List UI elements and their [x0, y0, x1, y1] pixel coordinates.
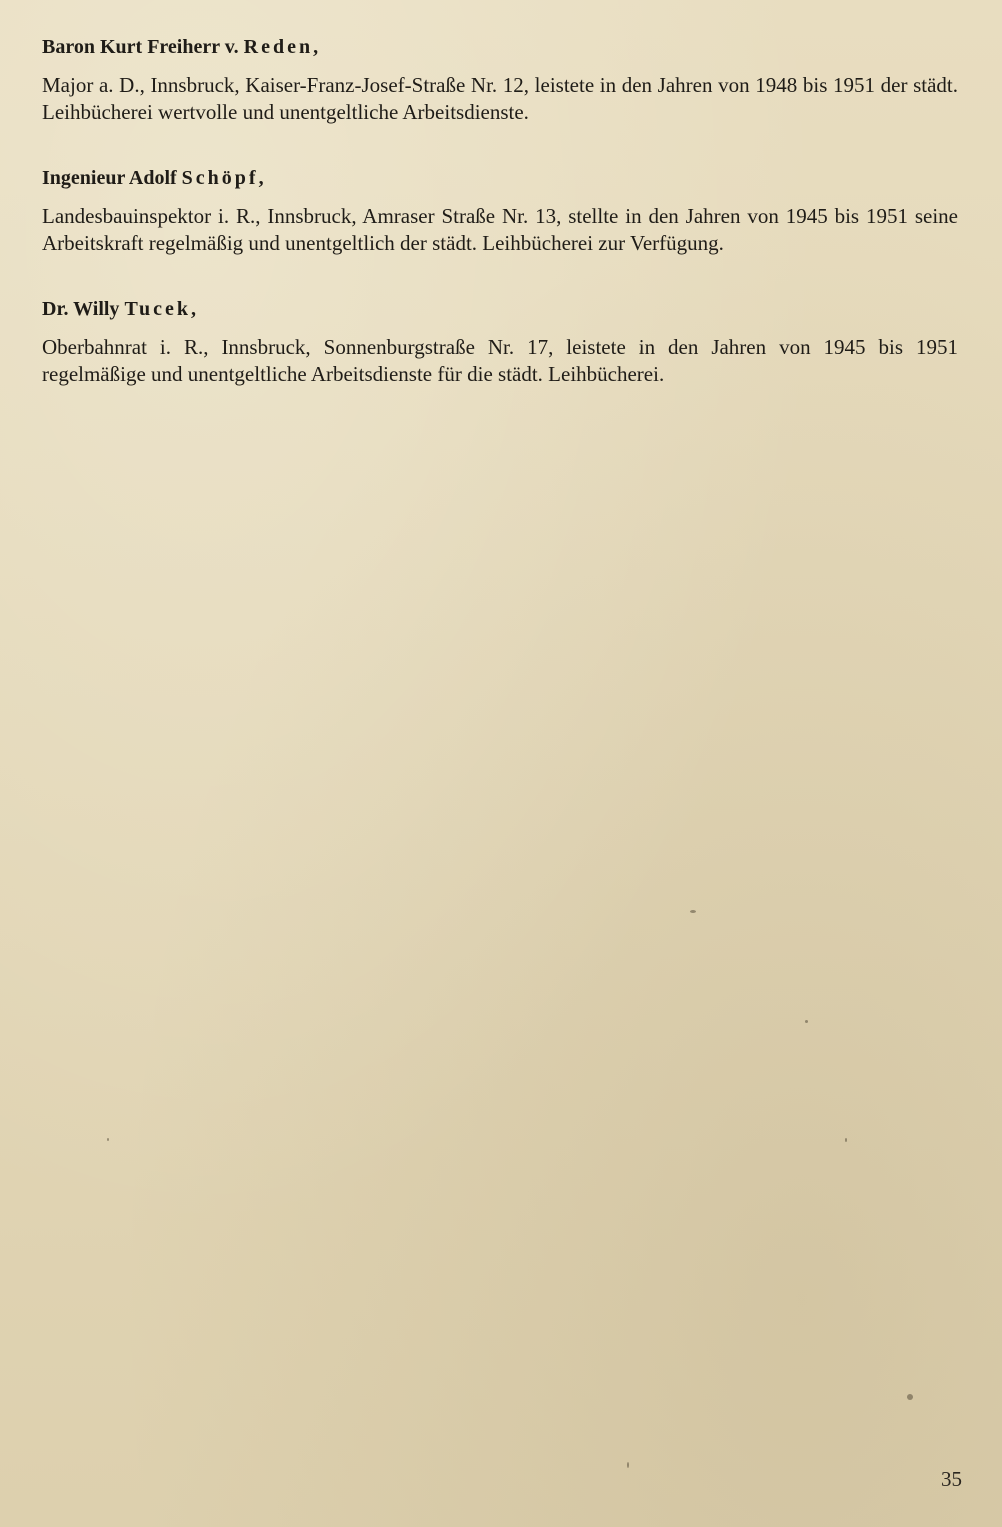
honoree-entry-tucek [42, 296, 958, 387]
name-prefix: Dr. Willy [42, 298, 120, 320]
paper-speck [107, 1138, 109, 1141]
honoree-name [42, 165, 958, 191]
name-prefix: Ingenieur Adolf [42, 167, 177, 189]
name-surname: Schöpf [181, 167, 259, 189]
honoree-name [42, 34, 958, 60]
honoree-description: Oberbahnrat i. R., Innsbruck, Sonnenburgstraße Nr. 17, leistete in den Jahren von 1945 bis 1951 regelmäßige und unentgeltliche Arbeitsdienste für die städt. Leihbücherei. [42, 335, 958, 386]
paper-speck [640, 350, 642, 354]
paper-speck [845, 1138, 847, 1142]
name-prefix: Baron Kurt Freiherr v. [42, 36, 239, 58]
honoree-description: Major a. D., Innsbruck, Kaiser-Franz-Josef-Straße Nr. 12, leistete in den Jahren von 1948 bis 1951 der städt. Leihbücherei wertvolle und unentgeltliche Arbeitsdienste. [42, 73, 958, 124]
name-surname: Reden [243, 36, 314, 58]
honoree-entry-reden [42, 34, 958, 125]
document-page [42, 34, 958, 427]
name-suffix: , [258, 167, 264, 189]
honoree-entry-schoepf [42, 165, 958, 256]
page-number: 35 [941, 1467, 962, 1491]
honoree-description: Landesbauinspektor i. R., Innsbruck, Amraser Straße Nr. 13, stellte in den Jahren von 1945 bis 1951 seine Arbeitskraft regelmäßig und unentgeltlich der städt. Leihbücherei zur Verfügung. [42, 204, 958, 255]
honoree-name [42, 296, 958, 322]
paper-speck [627, 1462, 629, 1468]
name-surname: Tucek [124, 298, 191, 320]
name-suffix: , [190, 298, 196, 320]
name-suffix: , [313, 36, 319, 58]
paper-speck [907, 1394, 913, 1400]
paper-speck [805, 1020, 808, 1023]
paper-speck [690, 910, 696, 913]
